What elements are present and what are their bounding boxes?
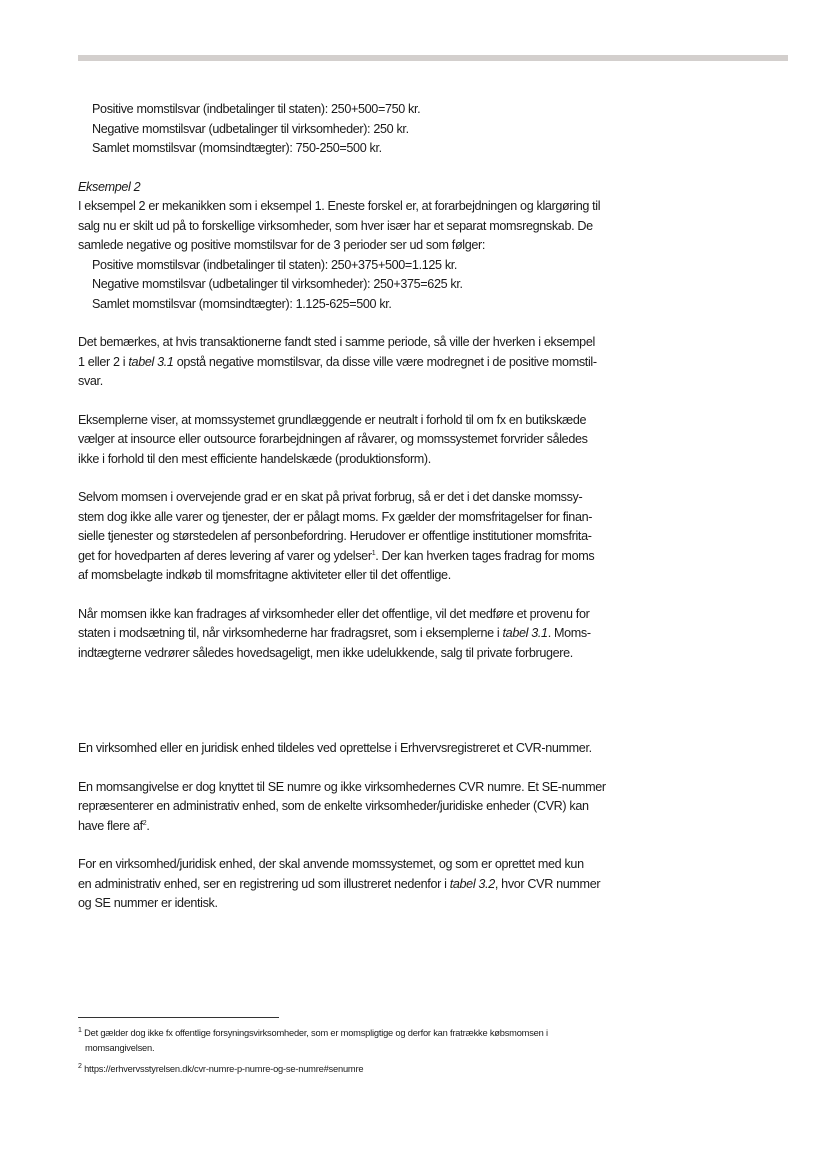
paragraph-period: [78, 333, 618, 392]
footnote-2: [78, 1062, 638, 1077]
footnote-1: [78, 1026, 638, 1056]
text-line: stem dog ikke alle varer og tjenester, der er pålagt moms. Fx gælder der momsfritagelser for finan-: [78, 509, 593, 524]
footnote-marker[interactable]: 1: [371, 549, 376, 557]
example2-heading: Eksempel 2: [78, 179, 141, 194]
paragraph-neutral: [78, 411, 618, 470]
footnote-number: 2: [78, 1062, 82, 1070]
text-line: Når momsen ikke kan fradrages af virksomheder eller det offentlige, vil det medføre et provenu for: [78, 606, 590, 621]
text-line: Eksemplerne viser, at momssystemet grundlæggende er neutralt i forhold til om fx en butikskæde: [78, 412, 587, 427]
paragraph-registration: [78, 855, 618, 914]
footnote-number: 1: [78, 1026, 82, 1034]
table-reference: tabel 3.2: [449, 876, 495, 891]
footnote-text: Det gælder dog ikke fx offentlige forsyningsvirksomheder, som er momspligtige og derfor kan fratrække købsmomsen i: [81, 1028, 548, 1038]
text-line: For en virksomhed/juridisk enhed, der skal anvende momssystemet, og som er oprettet med kun: [78, 857, 584, 871]
text-line: sielle tjenester og størstedelen af personbefordring. Herudover er offentlige institutioner momsfrita-: [78, 529, 592, 543]
result-line: Positive momstilsvar (indbetalinger til staten): 250+500=750 kr.: [92, 102, 421, 116]
text-line: Det bemærkes, at hvis transaktionerne fandt sted i samme periode, så ville der hverken i eksempel: [78, 335, 595, 349]
paragraph-se: [78, 778, 618, 837]
text-line: repræsenterer en administrativ enhed, som de enkelte virksomheder/juridiske enheder (CVR) kan: [78, 799, 589, 813]
text-line: indtægterne vedrører således hovedsageligt, men ikke udelukkende, salg til private forbrugere.: [78, 645, 573, 660]
text-line: staten i modsætning til, når virksomhederne har fradragsret, som i eksemplerne i tabel 3.1. Moms-: [78, 626, 591, 640]
result-line: Negative momstilsvar (udbetalinger til virksomheder): 250+375=625 kr.: [92, 277, 463, 291]
footnote-link[interactable]: https://erhvervsstyrelsen.dk/cvr-numre-p-numre-og-se-numre#senumre: [81, 1064, 364, 1074]
footnote-text: momsangivelsen.: [85, 1043, 155, 1053]
text-line: get for hovedparten af deres levering af varer og ydelser$^1$. Der kan hverken tages fradrag for moms: [78, 548, 595, 563]
text-line: af momsbelagte indkøb til momsfritagne aktiviteter eller til det offentlige.: [78, 568, 451, 582]
document-body: [78, 100, 618, 914]
text-line: vælger at insource eller outsource forarbejdningen af råvarer, og momssystemet forvrider således: [78, 432, 588, 446]
text-line: salg nu er skilt ud på to forskellige virksomheder, som hver især har et separat momsregnskab. De: [78, 218, 593, 233]
footnote-marker[interactable]: 2: [142, 819, 147, 827]
result-line: Samlet momstilsvar (momsindtægter): 1.125-625=500 kr.: [92, 296, 392, 311]
result-line: Positive momstilsvar (indbetalinger til staten): 250+375+500=1.125 kr.: [92, 257, 458, 272]
text-line: en administrativ enhed, ser en registrering ud som illustreret nedenfor i tabel 3.2, hvor CVR nummer: [78, 876, 601, 891]
text-line: En momsangivelse er dog knyttet til SE numre og ikke virksomhedernes CVR numre. Et SE-nummer: [78, 779, 606, 794]
footnotes: [78, 1026, 638, 1077]
table-reference: tabel 3.1: [502, 626, 548, 640]
header-rule: [78, 55, 788, 61]
paragraph-exempt: [78, 488, 618, 586]
table-reference: tabel 3.1: [128, 354, 174, 369]
text-line: have flere $af^2$.: [78, 818, 150, 833]
text-line: I eksempel 2 er mekanikken som i eksempel 1. Eneste forskel er, at forarbejdningen og klargøring til: [78, 199, 601, 213]
text-line: og SE nummer er identisk.: [78, 896, 218, 910]
paragraph-cvr: En virksomhed eller en juridisk enhed tildeles ved oprettelse i Erhvervsregistreret et CVR-nummer.: [78, 741, 592, 755]
text-line: Selvom momsen i overvejende grad er en skat på privat forbrug, så er det i det danske momssy-: [78, 490, 583, 504]
text-line: samlede negative og positive momstilsvar for de 3 perioder ser ud som følger:: [78, 238, 486, 252]
text-line: ikke i forhold til den mest efficiente handelskæde (produktionsform).: [78, 451, 431, 466]
example1-results: [78, 100, 618, 159]
result-line: Samlet momstilsvar (momsindtægter): 750-250=500 kr.: [92, 141, 382, 155]
text-line: svar.: [78, 374, 103, 388]
result-line: Negative momstilsvar (udbetalinger til virksomheder): 250 kr.: [92, 121, 409, 136]
footnote-separator: [78, 1017, 279, 1018]
paragraph-revenue: [78, 605, 618, 664]
text-line: 1 eller 2 i tabel 3.1 opstå negative momstilsvar, da disse ville være modregnet i de positive momstil-: [78, 354, 597, 369]
